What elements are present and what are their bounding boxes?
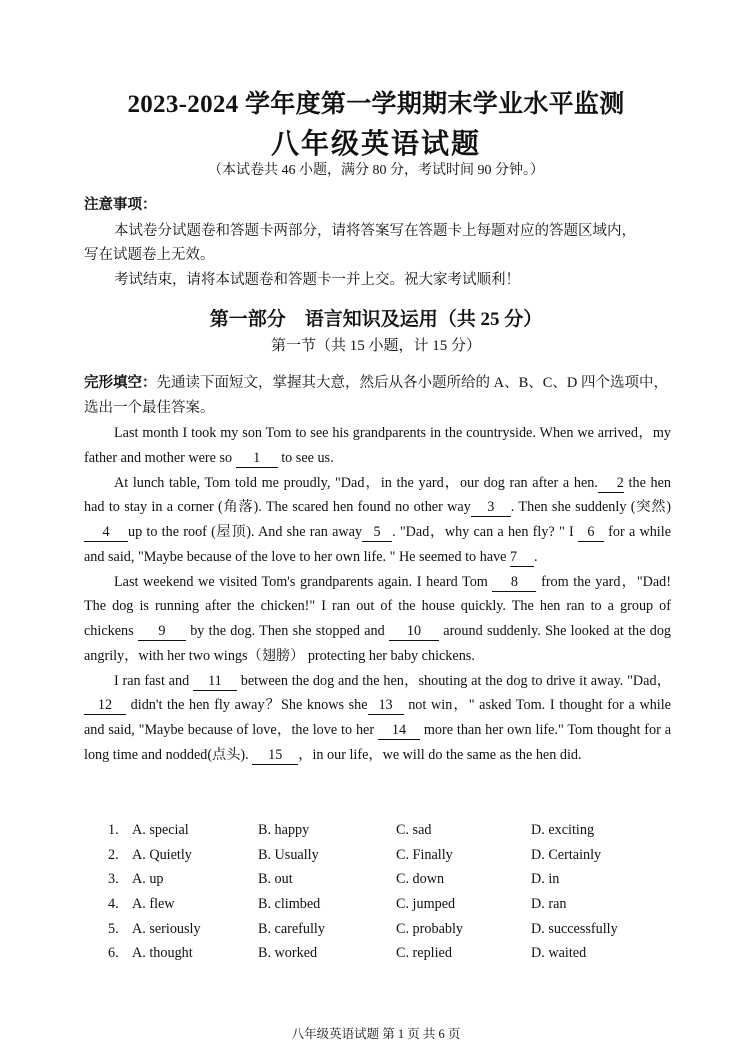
passage-text: by the dog. Then she stopped and bbox=[185, 623, 389, 639]
option-c: C. sad bbox=[396, 822, 432, 838]
passage-text: . "Dad，why can a hen fly? " I bbox=[392, 524, 578, 540]
question-number: 2. bbox=[108, 846, 119, 863]
passage-text: to see us. bbox=[277, 449, 334, 466]
instruction-label: 完形填空： bbox=[84, 375, 157, 391]
option-d: D. in bbox=[531, 871, 560, 888]
blank-2: 2 bbox=[598, 474, 624, 493]
blank-1: 1 bbox=[236, 449, 278, 468]
option-a: A. special bbox=[132, 822, 189, 838]
option-d: D. Certainly bbox=[531, 846, 602, 863]
question-number: 3. bbox=[108, 871, 119, 888]
option-d: D. ran bbox=[531, 896, 567, 913]
exam-info: （本试卷共 46 小题，满分 80 分，考试时间 90 分钟。） bbox=[208, 163, 544, 178]
question-number: 6. bbox=[108, 945, 119, 962]
option-c: C. jumped bbox=[396, 896, 456, 913]
passage-paragraph bbox=[84, 669, 671, 768]
passage-paragraph bbox=[84, 570, 671, 669]
option-b: B. happy bbox=[258, 822, 310, 838]
cloze-passage bbox=[84, 421, 671, 768]
blank-7: 7 bbox=[510, 548, 534, 567]
option-row bbox=[108, 892, 708, 917]
option-row bbox=[108, 843, 708, 868]
passage-text: I ran fast and bbox=[114, 672, 193, 689]
passage-text: not win，" asked Tom. I thought for a while and said, "Maybe because of love，the love to her bbox=[84, 697, 671, 738]
notes-item-1-line-1: 本试卷分试题卷和答题卡两部分，请将答案写在答题卡上每题对应的答题区域内， bbox=[114, 223, 636, 239]
passage-text: more than her own life." Tom thought for a long time and nodded(点头). bbox=[84, 722, 672, 763]
option-a: A. seriously bbox=[132, 920, 201, 937]
passage-text: for a while and said, "Maybe because of the love to her own life. " He seemed to have bbox=[84, 524, 671, 565]
blank-9: 9 bbox=[138, 622, 186, 641]
instruction bbox=[84, 371, 674, 420]
passage-text: didn't the hen fly away？She knows she bbox=[126, 697, 368, 714]
option-c: C. probably bbox=[396, 920, 463, 937]
passage-text: around suddenly. She looked at the dog angrily，with her two wings（翅膀） protecting her baby chickens. bbox=[84, 623, 672, 664]
option-a: A. up bbox=[132, 871, 164, 888]
blank-12: 12 bbox=[84, 696, 126, 715]
passage-paragraph bbox=[84, 421, 671, 471]
blank-5: 5 bbox=[362, 523, 392, 542]
option-c: C. down bbox=[396, 871, 445, 888]
question-number: 4. bbox=[108, 896, 119, 913]
option-d: D. exciting bbox=[531, 822, 595, 838]
question-number: 5. bbox=[108, 920, 119, 937]
blank-3: 3 bbox=[471, 498, 511, 517]
blank-10: 10 bbox=[389, 622, 439, 641]
option-d: D. successfully bbox=[531, 920, 618, 937]
passage-text: between the dog and the hen，shouting at the dog to drive it away. "Dad， bbox=[236, 672, 671, 689]
option-b: B. carefully bbox=[258, 920, 325, 937]
option-row bbox=[108, 917, 708, 942]
option-b: B. out bbox=[258, 871, 293, 888]
option-b: B. Usually bbox=[258, 846, 319, 863]
blank-8: 8 bbox=[492, 573, 536, 592]
option-b: B. climbed bbox=[258, 896, 321, 913]
blank-4: 4 bbox=[84, 523, 128, 542]
option-c: C. Finally bbox=[396, 846, 453, 863]
option-d: D. waited bbox=[531, 945, 587, 962]
notes-item-2: 考试结束，请将本试题卷和答题卡一并上交。祝大家考试顺利！ bbox=[114, 272, 520, 288]
passage-text: from the yard，"Dad! The dog is running after the chicken!" I ran out of the house quickly. The hen ran to a group of chickens bbox=[84, 573, 671, 639]
exam-title: 2023-2024 学年度第一学期期末学业水平监测 bbox=[127, 91, 625, 118]
blank-11: 11 bbox=[193, 672, 237, 691]
notes-item-1-line-2: 写在试题卷上无效。 bbox=[84, 247, 215, 263]
question-number: 1. bbox=[108, 822, 119, 838]
options-list bbox=[108, 818, 708, 966]
blank-6: 6 bbox=[578, 523, 604, 542]
blank-14: 14 bbox=[378, 721, 420, 740]
passage-text: At lunch table, Tom told me proudly, "Dad，in the yard，our dog ran after a hen. bbox=[114, 474, 598, 491]
passage-text: up to the roof (屋顶). And she ran away bbox=[128, 524, 363, 540]
instruction-text: 先通读下面短文，掌握其大意，然后从各小题所给的 A、B、C、D 四个选项中，选出一个最佳答案。 bbox=[84, 375, 669, 416]
passage-text: Last month I took my son Tom to see his grandparents in the countryside. When we arrived，my father and mother were so bbox=[84, 425, 671, 466]
passage-paragraph bbox=[84, 471, 671, 570]
option-row bbox=[108, 818, 708, 843]
option-c: C. replied bbox=[396, 945, 452, 962]
notes-heading: 注意事项： bbox=[84, 197, 157, 213]
option-row bbox=[108, 941, 708, 966]
option-a: A. Quietly bbox=[132, 846, 192, 863]
page-footer: 八年级英语试题 第 1 页 共 6 页 bbox=[291, 1027, 461, 1041]
option-b: B. worked bbox=[258, 945, 318, 962]
exam-subject-title: 八年级英语试题 bbox=[270, 129, 481, 160]
option-row bbox=[108, 867, 708, 892]
blank-15: 15 bbox=[252, 746, 298, 765]
blank-13: 13 bbox=[368, 696, 404, 715]
passage-text: ，in our life，we will do the same as the hen did. bbox=[298, 746, 582, 763]
part-title: 第一部分 语言知识及运用（共 25 分） bbox=[209, 309, 543, 330]
section-title: 第一节（共 15 小题，计 15 分） bbox=[270, 338, 481, 354]
passage-text: . Then she suddenly (突然) bbox=[510, 499, 671, 516]
passage-text: . bbox=[534, 548, 538, 565]
passage-text: the hen had to stay in a corner (角落). The scared hen found no other way bbox=[84, 474, 671, 516]
option-a: A. thought bbox=[132, 945, 193, 962]
option-a: A. flew bbox=[132, 896, 175, 913]
passage-text: Last weekend we visited Tom's grandparents again. I heard Tom bbox=[114, 573, 493, 590]
